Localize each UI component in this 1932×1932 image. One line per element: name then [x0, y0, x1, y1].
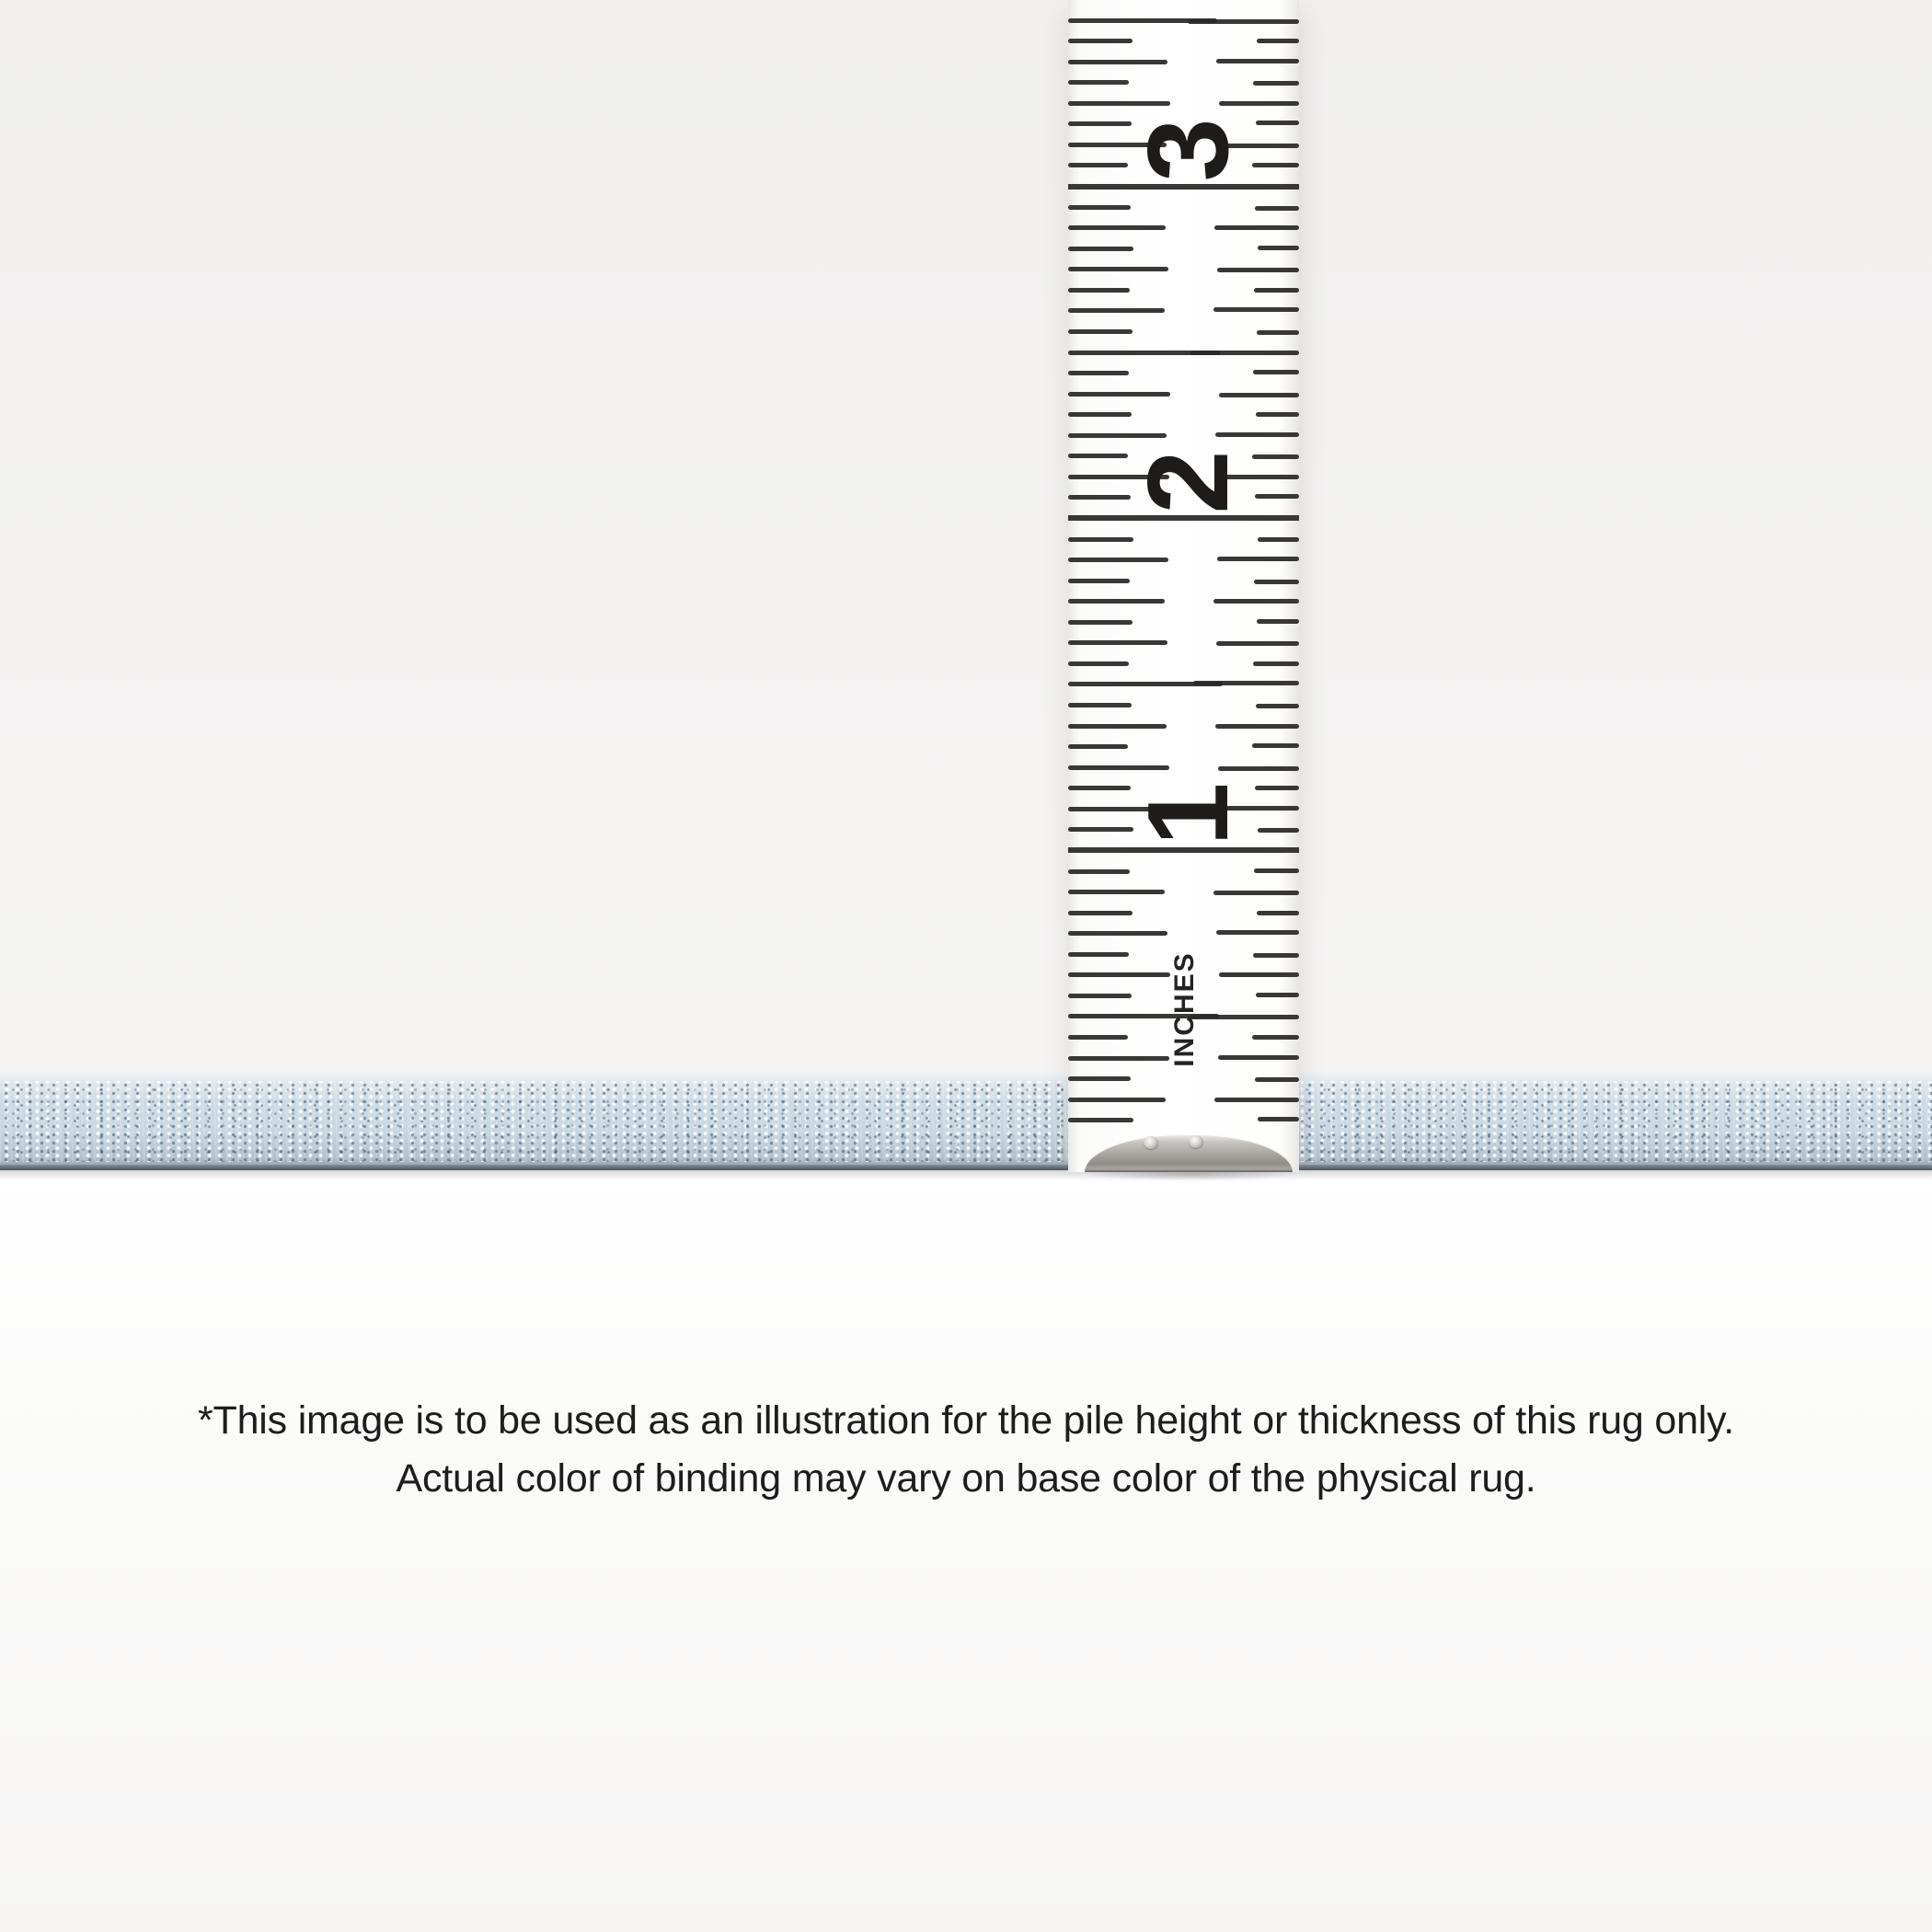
tick-mark-left: [1068, 1118, 1133, 1122]
tick-mark-right: [1216, 641, 1299, 646]
tick-mark-right: [1219, 972, 1299, 977]
tick-mark-left: [1068, 931, 1167, 936]
tick-mark-right: [1213, 599, 1299, 604]
tick-mark-left: [1068, 579, 1130, 583]
ruler-number-2: 2: [1125, 452, 1252, 514]
tick-mark-left: [1068, 703, 1132, 707]
tick-mark-left: [1068, 1098, 1166, 1102]
tick-mark-right: [1252, 163, 1299, 167]
rug-edge-strip: [0, 1069, 1932, 1170]
tick-mark-right: [1254, 868, 1299, 873]
tick-mark-right: [1214, 225, 1299, 230]
tick-mark-right: [1258, 1117, 1299, 1121]
tick-mark-left: [1068, 724, 1167, 729]
tick-mark-right: [1213, 307, 1299, 312]
tick-mark-left: [1068, 1056, 1169, 1061]
tick-mark-right: [1213, 891, 1299, 895]
tick-mark-left: [1068, 661, 1129, 666]
tick-mark-left: [1068, 288, 1130, 293]
tick-mark-right: [1257, 330, 1299, 335]
ruler-number-1: 1: [1125, 784, 1252, 846]
tick-mark-right: [1256, 704, 1299, 708]
tick-mark-right: [1190, 1015, 1299, 1019]
tick-mark-left: [1068, 911, 1133, 915]
tick-mark-left: [1068, 163, 1128, 167]
tick-mark-right: [1254, 288, 1299, 293]
tick-mark-right: [1257, 39, 1299, 43]
tick-mark-left: [1068, 869, 1130, 874]
tick-mark-right: [1252, 1035, 1299, 1040]
rivet-icon: [1189, 1135, 1203, 1148]
tape-metal-end-clip: [1085, 1134, 1293, 1172]
tick-mark-left: [1068, 121, 1132, 126]
tick-mark-right: [1255, 494, 1299, 499]
tick-mark-left: [1068, 454, 1128, 458]
tick-mark-right: [1188, 19, 1299, 24]
tick-mark-left: [1068, 972, 1170, 977]
tick-mark-right: [1218, 1055, 1299, 1060]
tick-mark-right: [1193, 681, 1299, 685]
tick-mark-left: [1068, 1076, 1131, 1081]
tick-mark-right: [1219, 393, 1299, 397]
tick-mark-right: [1216, 930, 1299, 935]
ruler-number-3: 3: [1125, 120, 1252, 182]
tick-mark-right: [1253, 370, 1299, 374]
tick-mark-right: [1255, 1077, 1299, 1082]
tick-mark-left: [1068, 558, 1168, 562]
tick-mark-right: [1254, 580, 1299, 584]
rug-contact-shadow: [0, 1170, 1932, 1180]
tick-mark-left: [1068, 308, 1165, 313]
tick-mark-right: [1253, 953, 1299, 958]
tick-mark-right: [1257, 911, 1299, 915]
tick-mark-left: [1068, 225, 1166, 230]
tick-mark-left: [1068, 890, 1165, 894]
tick-mark-left: [1068, 60, 1167, 64]
tick-mark-right: [1255, 786, 1299, 790]
tick-mark-left: [1068, 39, 1133, 43]
tick-mark-right: [1217, 268, 1299, 272]
tick-mark-left: [1068, 412, 1132, 417]
tick-mark-left: [1068, 247, 1133, 251]
tick-mark-left: [1068, 267, 1168, 271]
tick-mark-right: [1258, 537, 1299, 542]
tick-mark-left: [1068, 599, 1165, 604]
tick-mark-right: [1252, 743, 1299, 748]
floor-surface: [0, 1170, 1932, 1932]
tick-mark-right: [1216, 59, 1299, 63]
tick-mark-left: [1068, 640, 1167, 645]
tick-mark-left: [1068, 786, 1131, 790]
tick-mark-left: [1068, 744, 1128, 749]
disclaimer-line-2: Actual color of binding may vary on base color of the physical rug.: [396, 1456, 1536, 1501]
tick-mark-left: [1068, 952, 1129, 957]
tick-mark-right: [1256, 412, 1299, 417]
rivet-icon: [1144, 1136, 1158, 1149]
tick-mark-right: [1217, 557, 1299, 561]
tick-mark-left: [1068, 329, 1133, 334]
tick-mark-right: [1252, 454, 1299, 459]
tick-mark-left: [1068, 620, 1133, 625]
disclaimer-text: [0, 1392, 1932, 1508]
tick-mark-left: [1068, 80, 1129, 85]
tick-mark-right: [1258, 828, 1299, 833]
tick-mark-right: [1253, 81, 1299, 86]
disclaimer-line-1: *This image is to be used as an illustration for the pile height or thickness of this rug only.: [197, 1398, 1735, 1443]
tick-mark-right: [1214, 1098, 1299, 1102]
tick-mark-left: [1068, 392, 1170, 397]
tick-mark-left: [1068, 994, 1132, 998]
tick-mark-left: [1068, 205, 1131, 210]
tick-mark-right: [1256, 121, 1299, 125]
inches-unit-label: INCHES: [1169, 951, 1200, 1067]
tick-mark-right: [1215, 724, 1299, 729]
tick-mark-right: [1258, 246, 1299, 250]
tick-mark-left: [1068, 371, 1129, 375]
tick-mark-right: [1190, 351, 1299, 355]
tick-mark-right: [1255, 206, 1299, 211]
tick-mark-right: [1256, 993, 1299, 997]
tick-mark-right: [1253, 661, 1299, 666]
tick-mark-right: [1257, 619, 1299, 624]
tick-mark-left: [1068, 1035, 1128, 1040]
tick-mark-left: [1068, 495, 1131, 500]
ruler-tape: [1068, 0, 1299, 1172]
